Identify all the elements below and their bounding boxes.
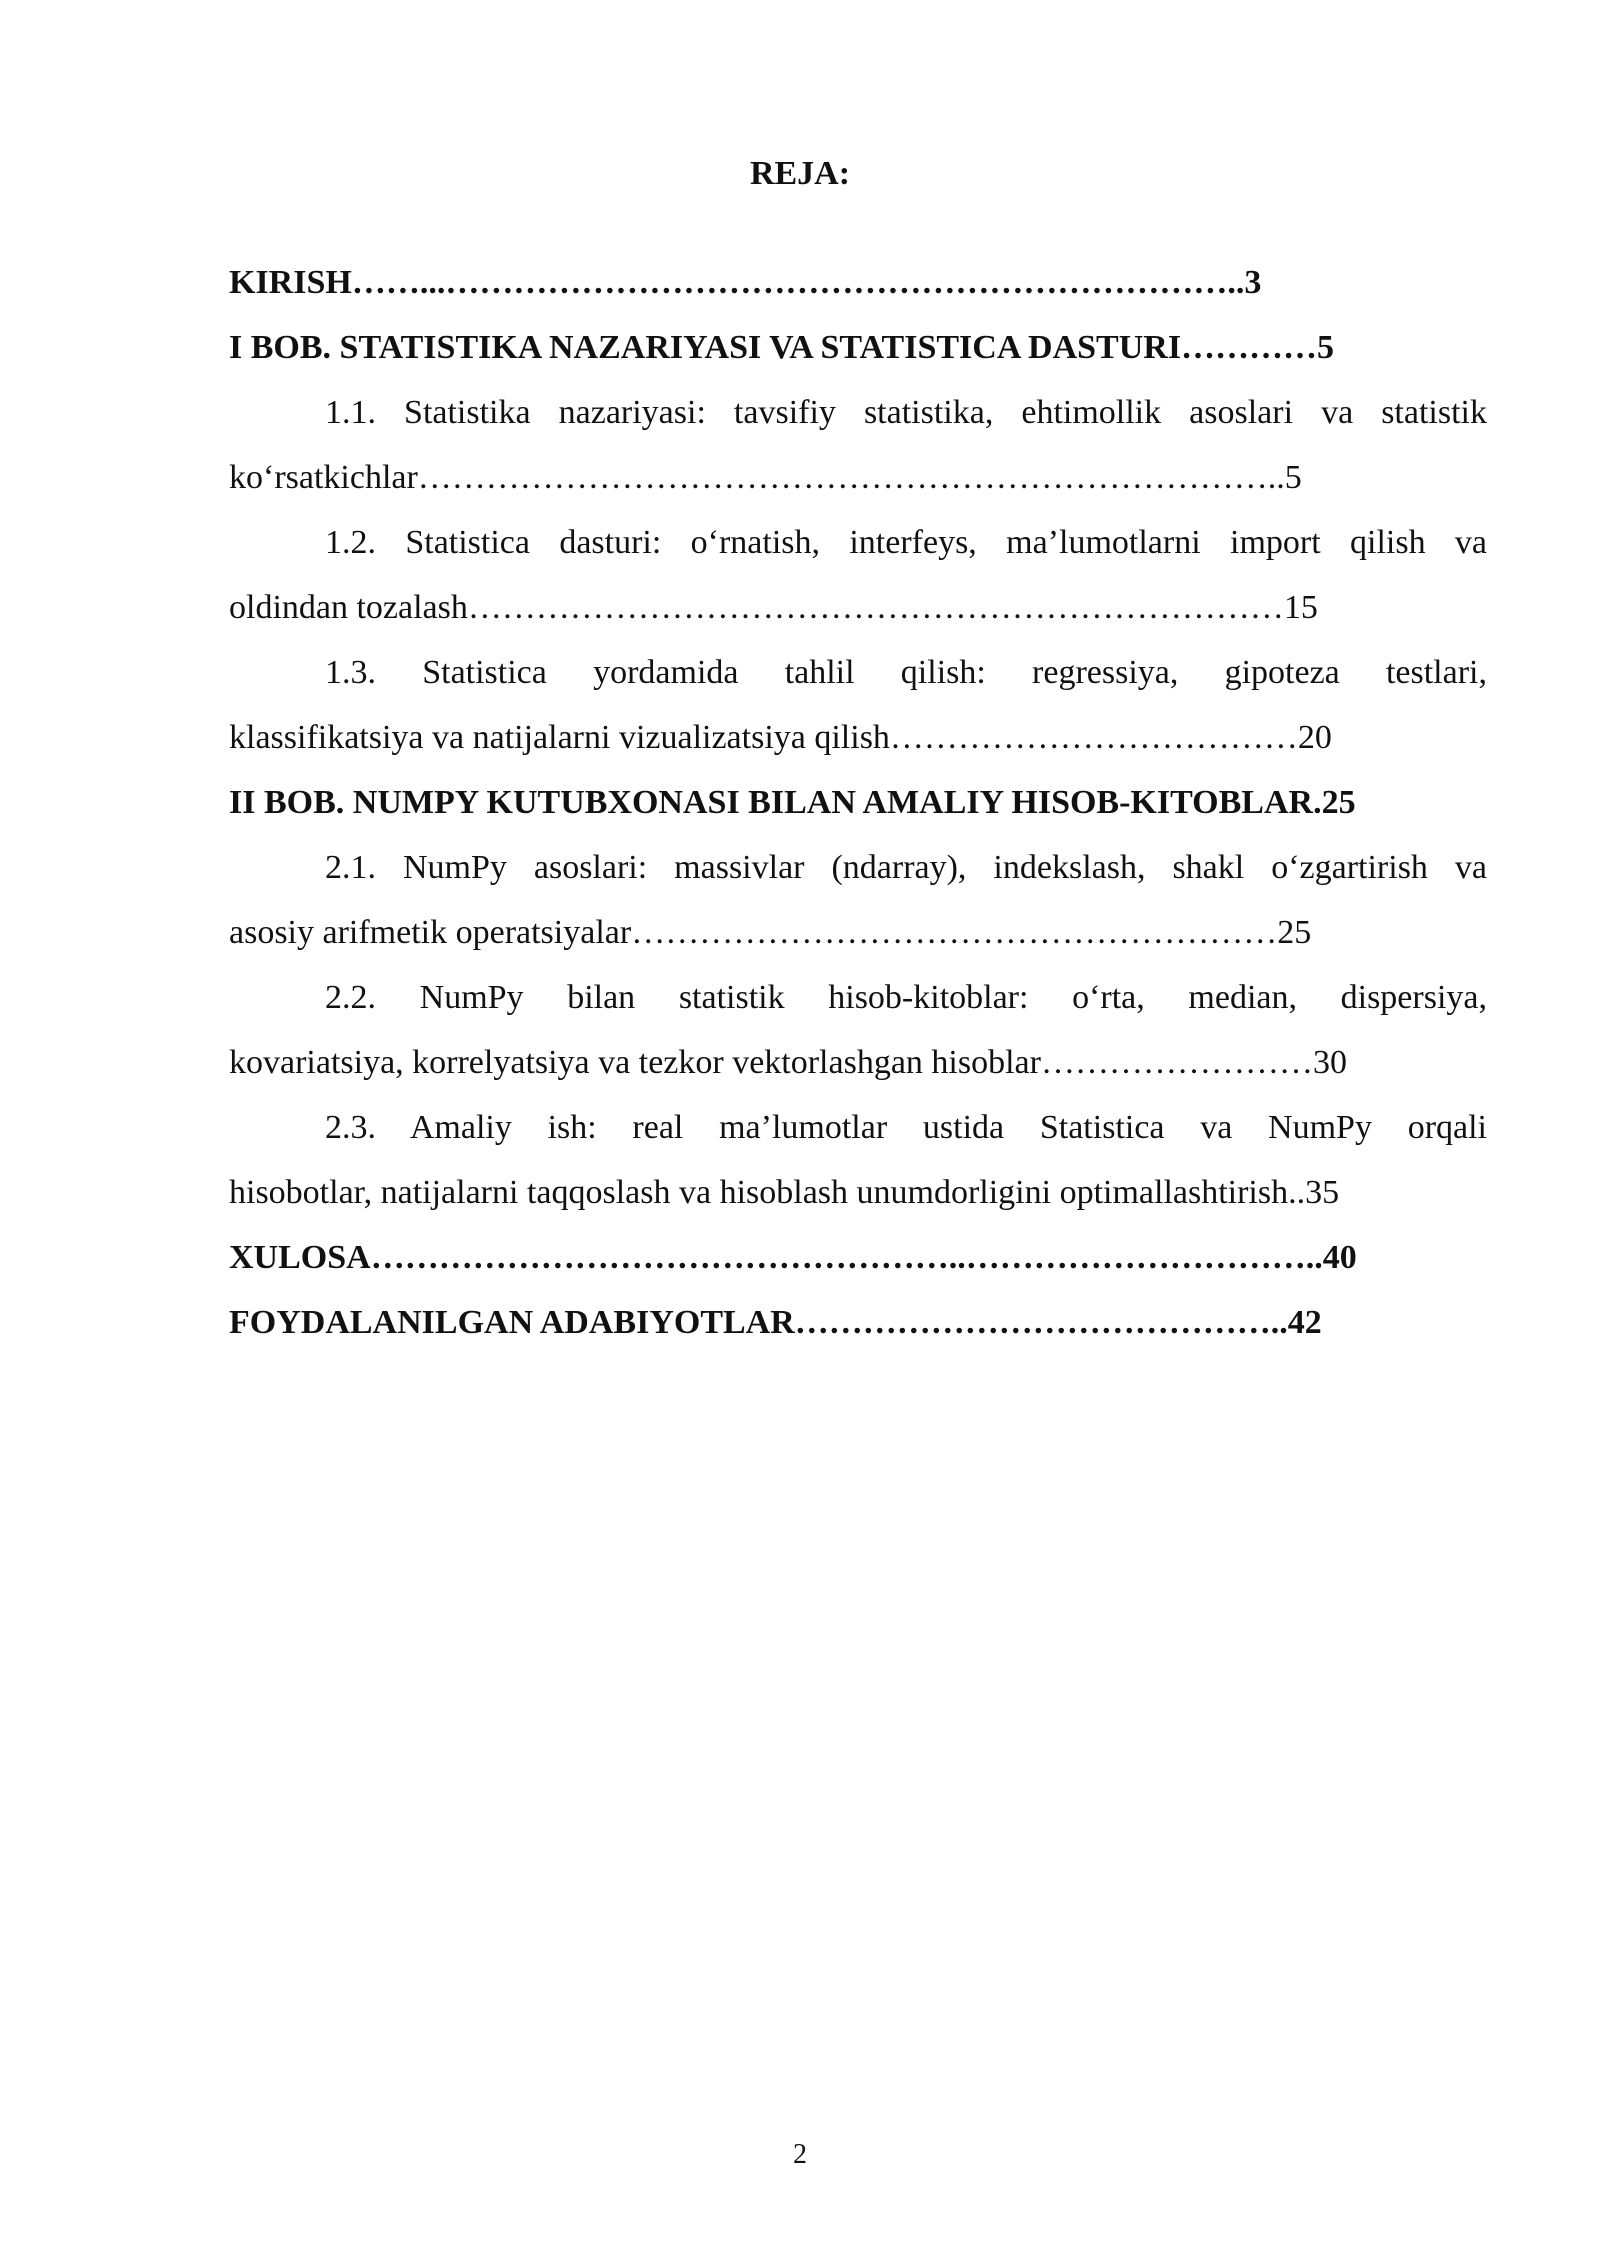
- toc-entry-adabiyotlar: FOYDALANILGAN ADABIYOTLAR……………………………………..42: [229, 1304, 1322, 1341]
- toc-entry-2-2-line-2: kovariatsiya, korrelyatsiya va tezkor vektorlashgan hisoblar……………………30: [229, 1044, 1347, 1081]
- toc-entry-kirish: KIRISH……...……………………………………………………………..3: [229, 264, 1262, 301]
- table-of-contents: [229, 250, 1487, 1355]
- toc-entry-1-1-line-2: ko‘rsatkichlar…………………………………………………………………..5: [229, 459, 1302, 496]
- toc-entry-1-3-line-2: klassifikatsiya va natijalarni vizualizatsiya qilish………………………………20: [229, 719, 1332, 756]
- toc-entry-1-2-line-2: oldindan tozalash………………………………………………………………15: [229, 589, 1318, 626]
- page-number: 2: [793, 2139, 807, 2170]
- toc-entry-1-1-line-1: 1.1. Statistika nazariyasi: tavsifiy statistika, ehtimollik asoslari va statistik: [325, 394, 1487, 431]
- toc-entry-xulosa: XULOSA……………………………………………..…………………………..40: [229, 1239, 1357, 1276]
- toc-entry-1-3-line-1: 1.3. Statistica yordamida tahlil qilish: regressiya, gipoteza testlari,: [325, 654, 1487, 691]
- toc-entry-1-2-line-1: 1.2. Statistica dasturi: o‘rnatish, interfeys, ma’lumotlarni import qilish va: [325, 524, 1487, 561]
- toc-entry-chapter-1: I BOB. STATISTIKA NAZARIYASI VA STATISTICA DASTURI…………5: [229, 329, 1335, 366]
- toc-entry-2-2-line-1: 2.2. NumPy bilan statistik hisob-kitoblar: o‘rta, median, dispersiya,: [325, 979, 1487, 1016]
- toc-entry-2-3-line-2: hisobotlar, natijalarni taqqoslash va hisoblash unumdorligini optimallashtirish..35: [229, 1174, 1340, 1211]
- toc-entry-2-1-line-2: asosiy arifmetik operatsiyalar…………………………………………………25: [229, 914, 1312, 951]
- page-title: REJA:: [749, 155, 851, 192]
- toc-entry-chapter-2: II BOB. NUMPY KUTUBXONASI BILAN AMALIY HISOB-KITOBLAR.25: [229, 784, 1356, 821]
- toc-entry-2-1-line-1: 2.1. NumPy asoslari: massivlar (ndarray), indekslash, shakl o‘zgartirish va: [325, 849, 1487, 886]
- toc-entry-2-3-line-1: 2.3. Amaliy ish: real ma’lumotlar ustida Statistica va NumPy orqali: [325, 1109, 1487, 1146]
